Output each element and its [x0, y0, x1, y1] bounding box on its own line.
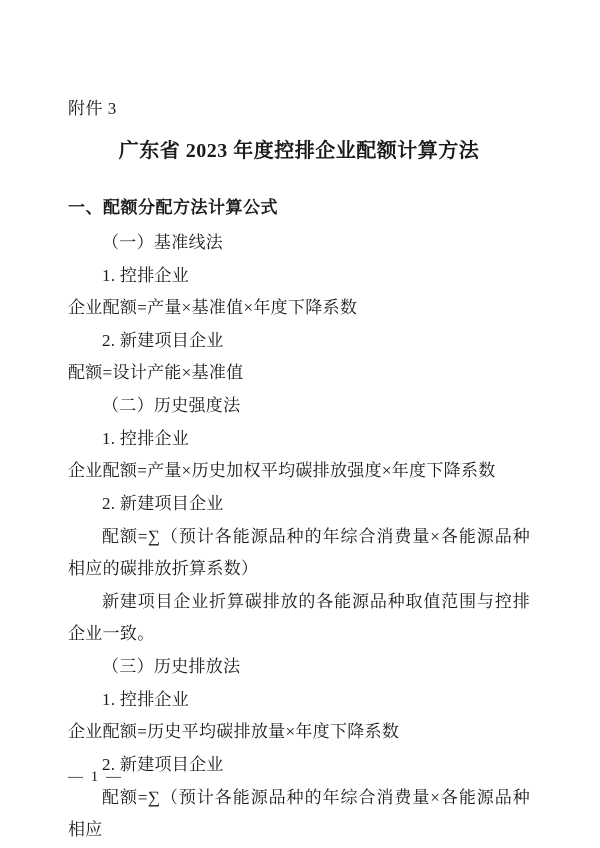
page-number: — 1 — — [68, 769, 123, 785]
body-line: 企业配额=历史平均碳排放量×年度下降系数 — [68, 722, 400, 742]
body-line: 2. 新建项目企业 — [102, 493, 224, 513]
body-line: 1. 控排企业 — [102, 689, 190, 709]
attachment-label: 附件 3 — [68, 99, 117, 118]
body-line: （二）历史强度法 — [102, 396, 241, 416]
body-line: 2. 新建项目企业 — [102, 330, 224, 350]
body-line: 企业配额=产量×基准值×年度下降系数 — [68, 298, 358, 318]
section-allocation-formula — [68, 192, 530, 847]
body-line: 配额=∑（预计各能源品种的年综合消费量×各能源品种相应 — [68, 787, 530, 840]
body-line: 配额=∑（预计各能源品种的年综合消费量×各能源品种相应的碳排放折算系数） — [68, 526, 530, 579]
body-line: 配额=设计产能×基准值 — [68, 363, 244, 383]
section-heading: 一、配额分配方法计算公式 — [68, 197, 278, 217]
body-line: 企业配额=产量×历史加权平均碳排放强度×年度下降系数 — [68, 461, 496, 481]
body-line: 2. 新建项目企业 — [102, 754, 224, 774]
body-line: 新建项目企业折算碳排放的各能源品种取值范围与控排企业一致。 — [68, 591, 530, 644]
body-line: 1. 控排企业 — [102, 265, 190, 285]
body-line: （一）基准线法 — [102, 232, 224, 252]
body-line: 1. 控排企业 — [102, 428, 190, 448]
page-title: 广东省 2023 年度控排企业配额计算方法 — [118, 139, 480, 162]
body-line: （三）历史排放法 — [102, 657, 241, 677]
